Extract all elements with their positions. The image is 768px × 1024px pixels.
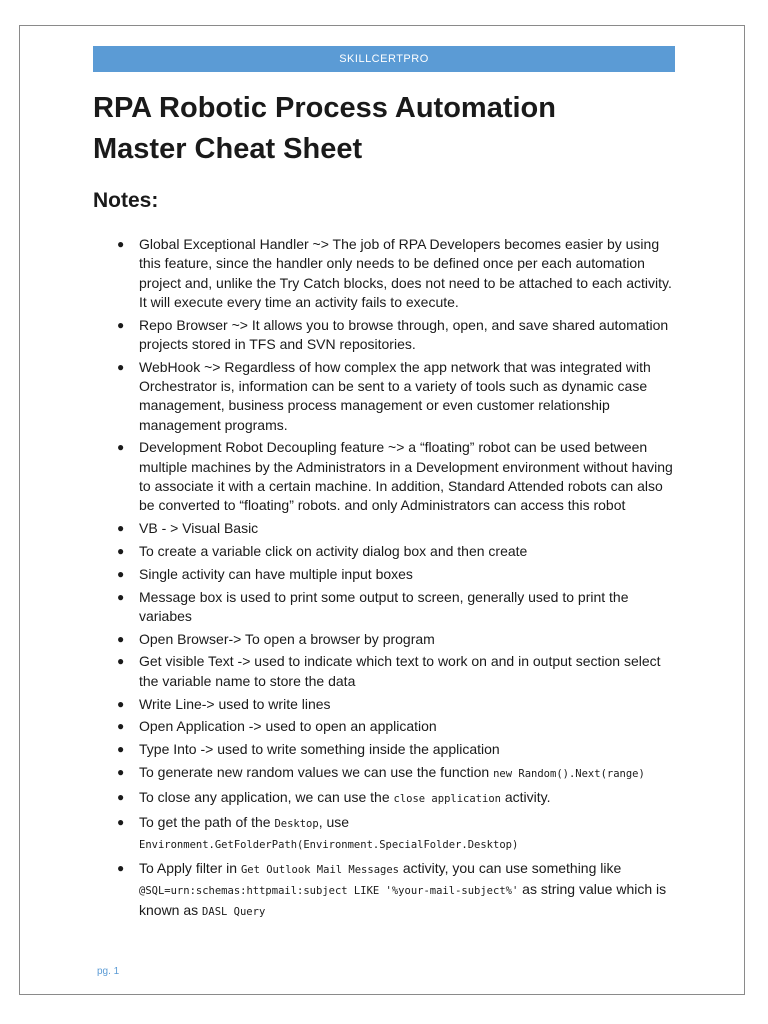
list-item [107, 235, 682, 312]
note-text: Open Browser-> To open a browser by program [139, 630, 435, 647]
document-page [19, 25, 745, 995]
note-text: VB - > Visual Basic [139, 520, 259, 537]
bullet-icon: ● [117, 543, 125, 558]
note-text: Write Line-> used to write lines [139, 695, 331, 712]
note-text: Message box is used to print some output to screen, generally used to print the variabes [139, 588, 629, 624]
bullet-icon: ● [117, 814, 125, 829]
inline-code: Get Outlook Mail Messages [240, 863, 399, 876]
title-line-2: Master Cheat Sheet [93, 133, 363, 165]
bullet-icon: ● [117, 860, 125, 875]
list-item [107, 763, 682, 784]
note-text: Open Application -> used to open an application [139, 718, 437, 735]
note-text: activity. [500, 788, 551, 805]
inline-code: Environment.GetFolderPath(Environment.SpecialFolder.Desktop) [139, 838, 519, 851]
bullet-icon: ● [117, 566, 125, 581]
bullet-icon: ● [117, 589, 125, 604]
inline-code: Desktop [274, 817, 319, 830]
bullet-icon: ● [117, 237, 125, 251]
note-text: To close any application, we can use the [139, 788, 394, 805]
header-banner: SKILLCERTPRO [93, 46, 675, 72]
bullet-icon: ● [117, 719, 125, 734]
note-text: Get visible Text -> used to indicate which text to work on and in output section select the variable name to store the data [139, 653, 661, 689]
notes-list [107, 235, 682, 926]
bullet-icon: ● [117, 789, 125, 804]
list-item [107, 788, 682, 809]
inline-code: DASL Query [202, 906, 266, 919]
list-item [107, 316, 682, 355]
note-text: To generate new random values we can use the function [139, 763, 494, 780]
list-item [107, 358, 682, 435]
note-text: To create a variable click on activity dialog box and then create [139, 542, 528, 559]
page-title [93, 88, 693, 170]
list-item [107, 588, 682, 627]
bullet-icon: ● [117, 654, 125, 669]
list-item [107, 652, 682, 691]
list-item [107, 740, 682, 759]
list-item [107, 859, 682, 923]
note-text: Global Exceptional Handler ~> The job of RPA Developers becomes easier by using this feature, since the handler only needs to be defined once per each automation project and, unlike the Try Catch blocks, does not need to be attached to each activity. It will execute every time an activity fails to execute. [139, 236, 672, 310]
note-text: activity, you can use something like [398, 859, 622, 876]
bullet-icon: ● [117, 764, 125, 779]
note-text: WebHook ~> Regardless of how complex the app network that was integrated with Orchestrator is, information can be sent to a variety of tools such as dynamic case management, business process management or even customer relationship management programs. [139, 358, 651, 433]
bullet-icon: ● [117, 631, 125, 646]
bullet-icon: ● [117, 742, 125, 757]
note-text: as string value which is known as [139, 880, 667, 919]
note-text: Single activity can have multiple input boxes [139, 565, 413, 582]
note-text: Repo Browser ~> It allows you to browse through, open, and save shared automation projects stored in TFS and SVN repositories. [139, 316, 669, 352]
note-text: To get the path of the [139, 813, 275, 830]
note-text: To Apply filter in [139, 859, 241, 876]
list-item [107, 565, 682, 584]
inline-code: close application [393, 792, 501, 805]
inline-code: new Random().Next(range) [493, 767, 645, 780]
list-item [107, 717, 682, 736]
inline-code: @SQL=urn:schemas:httpmail:subject LIKE '%your-mail-subject%' [139, 884, 519, 897]
bullet-icon: ● [117, 359, 125, 374]
list-item [107, 695, 682, 714]
note-text: Development Robot Decoupling feature ~> a “floating” robot can be used between multiple machines by the Administrators in a Development environment without having to associate it with a certain machine. In addition, Standard Attended robots can also be converted to “floating” robots. and only Administrators can access this robot [139, 439, 673, 514]
list-item [107, 438, 682, 515]
list-item [107, 630, 682, 649]
bullet-icon: ● [117, 440, 125, 455]
list-item [107, 813, 682, 856]
bullet-icon: ● [117, 696, 125, 711]
list-item [107, 519, 682, 538]
page-number: pg. 1 [97, 966, 120, 977]
note-text: Type Into -> used to write something inside the application [139, 741, 500, 758]
list-item [107, 542, 682, 561]
bullet-icon: ● [117, 521, 125, 536]
title-line-1: RPA Robotic Process Automation [93, 92, 556, 124]
bullet-icon: ● [117, 317, 125, 332]
notes-heading: Notes: [93, 189, 159, 212]
note-text: , use [318, 813, 350, 830]
